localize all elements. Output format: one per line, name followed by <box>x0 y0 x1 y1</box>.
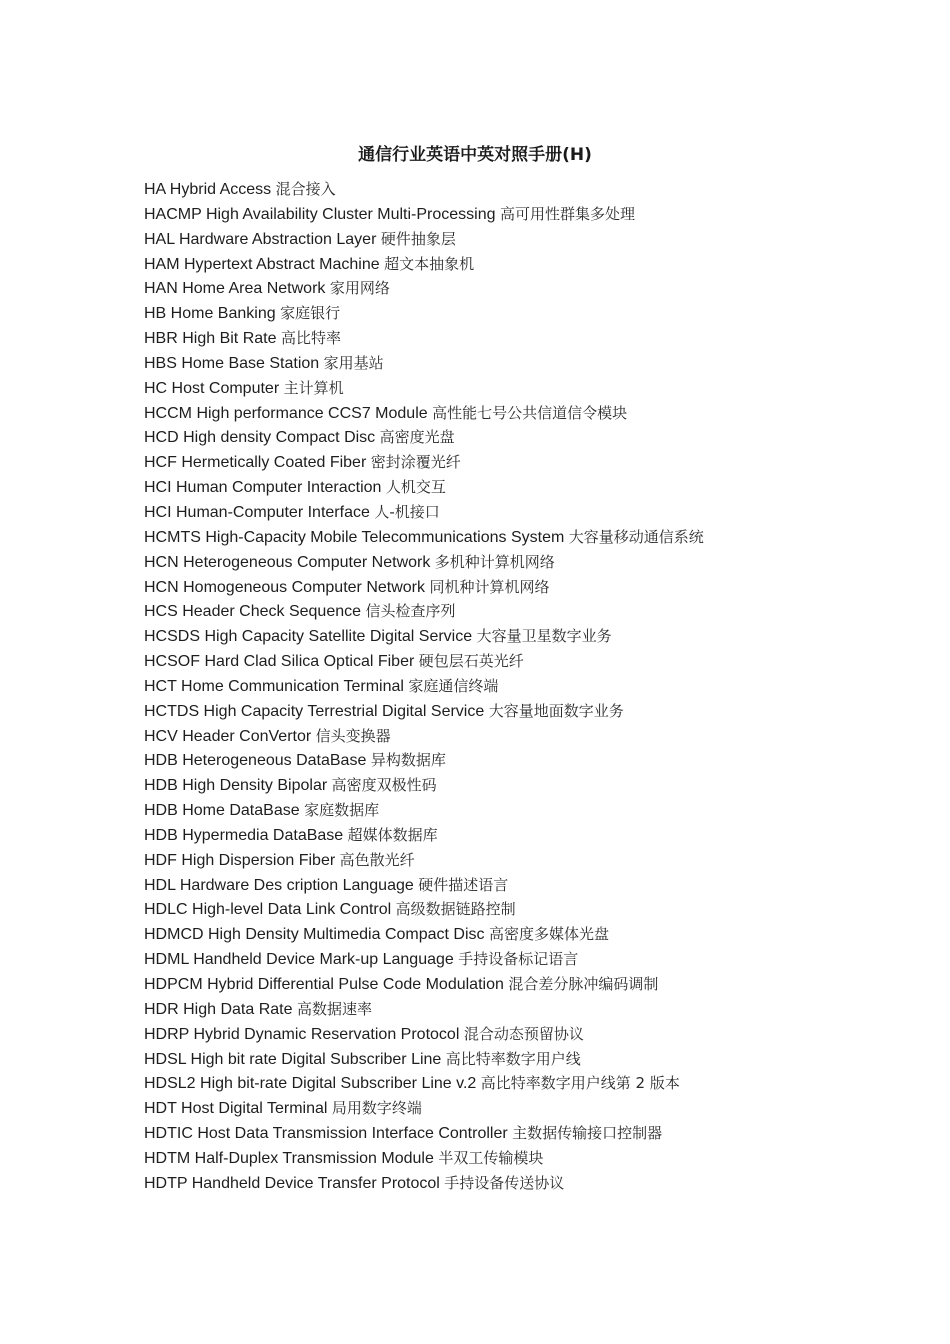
entry-chinese-term: 局用数字终端 <box>331 1099 422 1118</box>
entry-chinese-term: 手持设备标记语言 <box>458 950 579 969</box>
glossary-entry <box>144 425 864 450</box>
glossary-entry <box>144 525 864 550</box>
entry-chinese-term: 异构数据库 <box>370 751 446 770</box>
glossary-entry <box>144 674 864 699</box>
entry-chinese-term: 主数据传输接口控制器 <box>512 1124 663 1143</box>
entry-english-term: HDML Handheld Device Mark-up Language <box>144 951 454 969</box>
glossary-entry <box>144 450 864 475</box>
entry-english-term: HDR High Data Rate <box>144 1000 293 1018</box>
glossary-entry <box>144 773 864 798</box>
glossary-entry <box>144 823 864 848</box>
glossary-entry <box>144 972 864 997</box>
entry-english-term: HDRP Hybrid Dynamic Reservation Protocol <box>144 1025 460 1043</box>
glossary-entry <box>144 997 864 1022</box>
entry-english-term: HA Hybrid Access <box>144 181 272 198</box>
entry-english-term: HDF High Dispersion Fiber <box>144 851 336 869</box>
glossary-entry <box>144 550 864 575</box>
glossary-entry <box>144 326 864 351</box>
entry-chinese-term: 大容量卫星数字业务 <box>476 627 612 646</box>
glossary-entry <box>144 798 864 823</box>
entry-english-term: HCMTS High-Capacity Mobile Telecommunications System <box>144 528 565 546</box>
entry-english-term: HC Host Computer <box>144 379 280 397</box>
glossary-entry <box>144 1146 864 1171</box>
glossary-entry <box>144 699 864 724</box>
entry-chinese-term: 混合差分脉冲编码调制 <box>508 975 659 993</box>
page-title: 通信行业英语中英对照手册(H) <box>358 145 592 165</box>
entry-chinese-term: 半双工传输模块 <box>438 1148 544 1167</box>
entry-english-term: HCN Heterogeneous Computer Network <box>144 553 431 571</box>
entry-english-term: HAM Hypertext Abstract Machine <box>144 255 380 273</box>
entry-english-term: HDLC High-level Data Link Control <box>144 901 392 919</box>
glossary-entry <box>144 575 864 600</box>
entry-english-term: HB Home Banking <box>144 305 276 323</box>
glossary-entry <box>144 1121 864 1146</box>
glossary-entry <box>144 376 864 401</box>
glossary-entry <box>144 227 864 252</box>
entry-english-term: HBR High Bit Rate <box>144 330 277 348</box>
entry-chinese-term: 高数据速率 <box>296 999 372 1018</box>
glossary-entry <box>144 202 864 227</box>
entry-chinese-term: 家用网络 <box>329 279 390 298</box>
entry-english-term: HCT Home Communication Terminal <box>144 677 404 695</box>
entry-chinese-term: 硬包层石英光纤 <box>418 652 524 671</box>
entry-english-term: HAL Hardware Abstraction Layer <box>144 230 377 248</box>
glossary-entry <box>144 1096 864 1121</box>
entry-english-term: HDSL High bit rate Digital Subscriber Line <box>144 1050 442 1068</box>
entry-english-term: HDMCD High Density Multimedia Compact Disc <box>144 926 485 944</box>
glossary-entry <box>144 500 864 525</box>
entry-english-term: HDPCM Hybrid Differential Pulse Code Modulation <box>144 976 504 993</box>
entry-english-term: HDB Home DataBase <box>144 802 300 820</box>
entry-chinese-term: 信头变换器 <box>315 726 391 745</box>
entry-chinese-term: 超文本抽象机 <box>384 254 475 273</box>
glossary-list <box>144 177 864 1196</box>
glossary-entry <box>144 276 864 301</box>
entry-english-term: HDB Hypermedia DataBase <box>144 826 344 844</box>
glossary-entry <box>144 1022 864 1047</box>
entry-english-term: HCI Human-Computer Interface <box>144 503 370 521</box>
glossary-entry <box>144 897 864 922</box>
entry-chinese-term: 大容量地面数字业务 <box>488 701 624 720</box>
glossary-entry <box>144 947 864 972</box>
glossary-entry <box>144 1047 864 1072</box>
glossary-entry <box>144 599 864 624</box>
entry-chinese-term: 高比特率数字用户线 <box>445 1049 581 1068</box>
entry-english-term: HAN Home Area Network <box>144 280 326 298</box>
entry-english-term: HDT Host Digital Terminal <box>144 1100 328 1118</box>
entry-chinese-term: 高级数据链路控制 <box>395 900 516 919</box>
glossary-entry <box>144 922 864 947</box>
entry-english-term: HCSDS High Capacity Satellite Digital Service <box>144 628 473 646</box>
entry-chinese-term: 高密度光盘 <box>379 428 455 447</box>
entry-english-term: HCTDS High Capacity Terrestrial Digital Service <box>144 702 485 720</box>
entry-chinese-term: 大容量移动通信系统 <box>568 527 704 546</box>
entry-chinese-term: 硬件抽象层 <box>380 229 456 248</box>
entry-chinese-term: 家庭数据库 <box>304 801 380 820</box>
entry-english-term: HCV Header ConVertor <box>144 727 312 745</box>
entry-chinese-term: 人机交互 <box>385 478 446 497</box>
glossary-entry <box>144 1171 864 1196</box>
glossary-entry <box>144 351 864 376</box>
entry-chinese-term: 高比特率数字用户线第 2 版本 <box>480 1074 680 1093</box>
entry-chinese-term: 高比特率 <box>280 329 341 348</box>
entry-english-term: HBS Home Base Station <box>144 354 320 372</box>
entry-english-term: HDB High Density Bipolar <box>144 777 328 795</box>
entry-chinese-term: 密封涂覆光纤 <box>370 453 461 472</box>
entry-chinese-term: 家用基站 <box>323 353 384 372</box>
entry-chinese-term: 高性能七号公共信道信令模块 <box>432 403 628 422</box>
entry-english-term: HDTM Half-Duplex Transmission Module <box>144 1149 434 1167</box>
entry-english-term: HDSL2 High bit-rate Digital Subscriber Line v.2 <box>144 1075 477 1093</box>
entry-english-term: HACMP High Availability Cluster Multi-Processing <box>144 205 496 223</box>
entry-english-term: HCS Header Check Sequence <box>144 603 362 621</box>
entry-chinese-term: 家庭通信终端 <box>408 676 499 695</box>
entry-english-term: HDB Heterogeneous DataBase <box>144 752 367 770</box>
entry-chinese-term: 多机种计算机网络 <box>434 552 555 571</box>
entry-chinese-term: 混合动态预留协议 <box>463 1024 584 1043</box>
glossary-entry <box>144 748 864 773</box>
entry-chinese-term: 高密度双极性码 <box>331 776 437 795</box>
glossary-entry <box>144 301 864 326</box>
entry-english-term: HCCM High performance CCS7 Module <box>144 404 428 422</box>
glossary-entry <box>144 1071 864 1096</box>
entry-english-term: HDTIC Host Data Transmission Interface Controller <box>144 1125 508 1143</box>
entry-chinese-term: 主计算机 <box>283 378 344 397</box>
glossary-entry <box>144 848 864 873</box>
glossary-entry <box>144 177 864 202</box>
entry-english-term: HDTP Handheld Device Transfer Protocol <box>144 1174 440 1192</box>
entry-english-term: HCF Hermetically Coated Fiber <box>144 454 367 472</box>
entry-english-term: HCD High density Compact Disc <box>144 429 376 447</box>
entry-chinese-term: 超媒体数据库 <box>347 825 438 844</box>
glossary-entry <box>144 475 864 500</box>
entry-chinese-term: 同机种计算机网络 <box>429 577 550 596</box>
entry-english-term: HCI Human Computer Interaction <box>144 479 382 497</box>
entry-english-term: HDL Hardware Des cription Language <box>144 876 414 894</box>
entry-chinese-term: 混合接入 <box>275 180 336 198</box>
entry-chinese-term: 人-机接口 <box>374 502 440 521</box>
entry-chinese-term: 高可用性群集多处理 <box>499 204 635 223</box>
glossary-entry <box>144 252 864 277</box>
entry-chinese-term: 家庭银行 <box>280 304 341 323</box>
entry-chinese-term: 手持设备传送协议 <box>444 1173 565 1192</box>
glossary-entry <box>144 724 864 749</box>
entry-english-term: HCSOF Hard Clad Silica Optical Fiber <box>144 653 415 671</box>
entry-english-term: HCN Homogeneous Computer Network <box>144 578 425 596</box>
entry-chinese-term: 高色散光纤 <box>339 850 415 869</box>
glossary-entry <box>144 401 864 426</box>
entry-chinese-term: 硬件描述语言 <box>418 875 509 894</box>
glossary-entry <box>144 624 864 649</box>
glossary-entry <box>144 873 864 898</box>
glossary-entry <box>144 649 864 674</box>
entry-chinese-term: 信头检查序列 <box>365 602 456 621</box>
entry-chinese-term: 高密度多媒体光盘 <box>488 925 609 944</box>
